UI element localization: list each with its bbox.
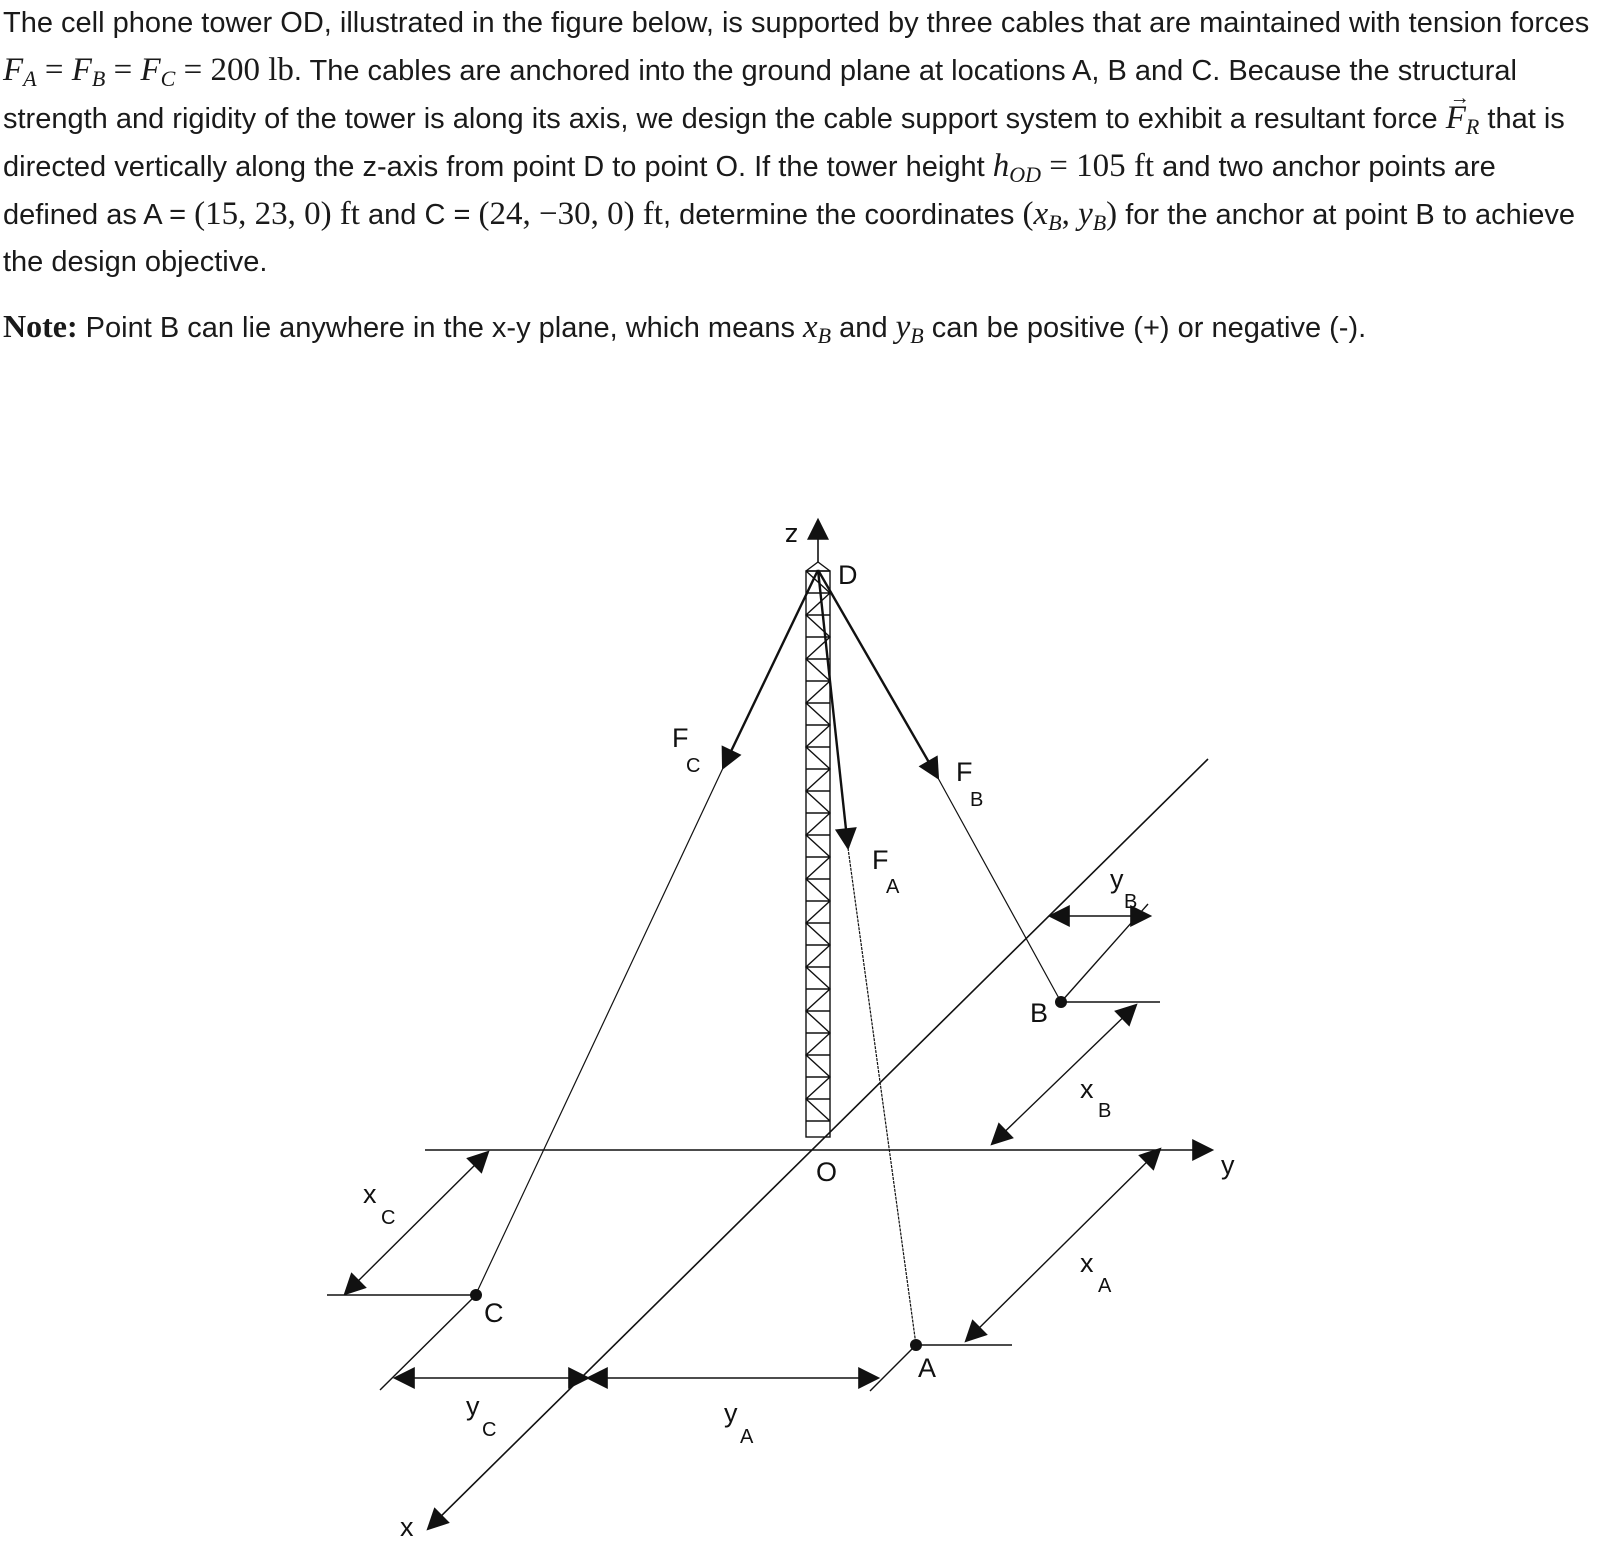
cable-a [848,848,916,1345]
fa-label [872,845,900,898]
cable-b [938,778,1061,1002]
equals-sign: = [36,52,72,88]
z-axis-label: z [784,522,798,552]
resultant-force-subscript: R [1465,114,1480,139]
xb-label [1080,1074,1111,1122]
point-c [470,1289,482,1301]
equals-sign: = [105,52,141,88]
text-intro: The cell phone tower OD, illustrated in the figure below, is supported by three cables that are maintained with tension forces [3,7,1590,39]
xb-subscript: B [1098,1100,1112,1122]
tension-value: = 200 lb [175,52,294,88]
b-x-ref-line [1061,904,1148,1002]
x-axis-label: x [400,1512,414,1542]
xa-label [1080,1248,1112,1297]
fc-subscript: C [686,755,701,777]
height-symbol: h [992,148,1010,184]
yb-symbol: y [1078,196,1093,232]
note-and: and [831,312,896,344]
force-c-symbol: F [140,52,161,88]
fb-subscript: B [970,789,984,811]
force-b-subscript: B [91,66,106,91]
fb-letter: F [956,757,973,787]
yc-label [466,1391,496,1441]
text-anchor-a: and two anchor points are defined as A = [3,151,1496,231]
note-xb-symbol: x [803,309,818,345]
xa-letter: x [1080,1248,1094,1278]
anchor-c-coordinates: (24, −30, 0) ft [478,196,663,232]
force-b-symbol: F [71,52,92,88]
point-b [1055,996,1067,1008]
paren-open: ( [1022,196,1034,232]
a-x-ref-line [870,1345,916,1391]
d-label: D [838,560,858,590]
x-axis [428,759,1208,1529]
text-anchor-c: and C = [359,199,479,231]
xc-label [363,1179,395,1229]
cable-c [476,768,723,1294]
yc-subscript: C [482,1419,497,1441]
note-label: Note: [3,308,78,344]
ya-label [724,1398,754,1448]
b-label: B [1030,998,1049,1028]
fa-letter: F [872,845,889,875]
o-label: O [816,1157,838,1187]
c-x-ref-line [380,1295,476,1390]
force-a-symbol: F [3,52,24,88]
yc-letter: y [466,1391,480,1421]
xa-dimension [966,1149,1160,1341]
point-a [910,1339,922,1351]
anchor-a-coordinates: (15, 23, 0) ft [194,196,360,232]
fa-subscript: A [886,876,900,898]
xb-subscript: B [1048,210,1062,235]
xc-dimension [345,1152,488,1294]
comma: , [1061,196,1079,232]
yb-subscript: B [1124,891,1138,913]
text-anchors: . The cables are anchored into the ground plane at locations A, B and C. Because the structural strength and rigidity of the tower is along its axis, we design the cable support system to exhibit a resultant force [3,55,1517,135]
text-determine: , determine the coordinates [662,199,1023,231]
force-c-subscript: C [160,66,176,91]
fc-label [672,723,700,777]
note-text-end: can be positive (+) or negative (-). [923,312,1367,344]
yb-letter: y [1110,864,1124,894]
text-objective: for the anchor at point B to achieve the design objective. [3,199,1576,278]
fb-label [956,757,983,811]
paren-close: ) [1106,196,1118,232]
note-yb-symbol: y [895,309,911,345]
force-a-subscript: A [23,66,37,91]
y-axis-label: y [1221,1150,1235,1180]
fc-letter: F [672,723,689,753]
c-label: C [484,1298,504,1328]
note-text: Point B can lie anywhere in the x-y plane, which means [77,312,804,344]
xa-subscript: A [1098,1275,1112,1297]
resultant-force-letter: → F [1446,95,1466,142]
height-subscript: OD [1009,162,1041,187]
height-value: = 105 ft [1040,148,1155,184]
xb-letter: x [1080,1074,1094,1104]
yb-label [1110,864,1137,913]
force-c-arrow [723,570,818,768]
a-label: A [918,1353,937,1383]
yb-subscript: B [1092,210,1107,235]
xb-symbol: x [1033,196,1049,232]
xc-subscript: C [381,1207,396,1229]
text-resultant: that is directed vertically along the z-axis from point D to point O. If the tower height [3,103,1565,183]
ya-subscript: A [740,1426,754,1448]
xc-letter: x [363,1179,377,1209]
note-xb-subscript: B [817,323,832,348]
ya-letter: y [724,1398,738,1428]
note-yb-subscript: B [910,323,924,348]
xb-dimension [992,1005,1136,1144]
